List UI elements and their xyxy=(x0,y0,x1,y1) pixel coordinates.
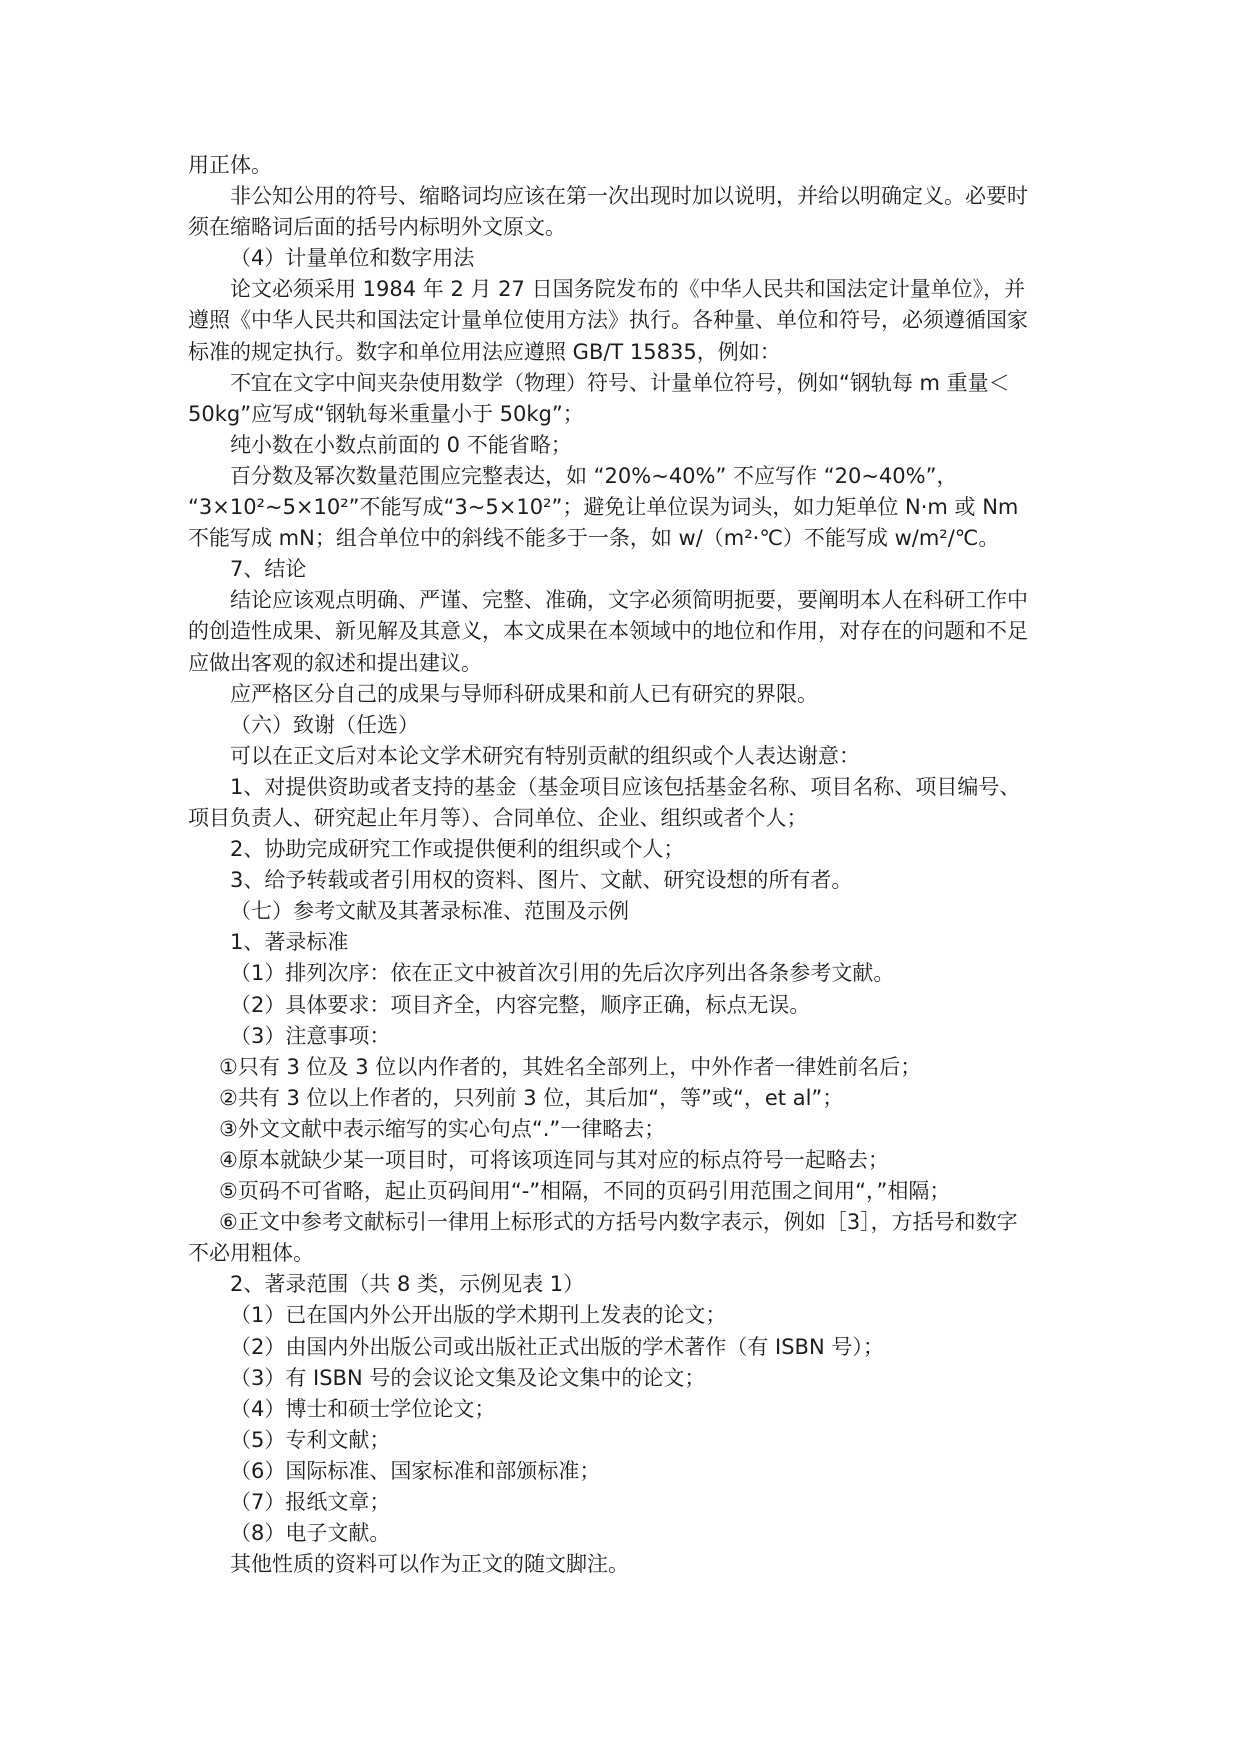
text-line: （8）电子文献。 xyxy=(230,1521,391,1546)
text-line: 1、著录标准 xyxy=(230,930,349,955)
text-line: 不必用粗体。 xyxy=(188,1241,314,1266)
text-line: 2、著录范围（共 8 类，示例见表 1） xyxy=(230,1272,585,1297)
document-body xyxy=(188,150,1056,1580)
text-line: 其他性质的资料可以作为正文的随文脚注。 xyxy=(230,1552,629,1577)
text-line: 50kg”应写成“钢轨每米重量小于 50kg”； xyxy=(188,401,584,426)
text-line: （2）具体要求：项目齐全，内容完整，顺序正确，标点无误。 xyxy=(230,992,811,1017)
text-line: 论文必须采用 1984 年 2 月 27 日国务院发布的《中华人民共和国法定计量单位》，并 xyxy=(230,277,1026,302)
text-line: 2、协助完成研究工作或提供便利的组织或个人； xyxy=(230,837,685,862)
text-line: （2）由国内外出版公司或出版社正式出版的学术著作（有 ISBN 号）； xyxy=(230,1334,884,1359)
text-line: （6）国际标准、国家标准和部颁标准； xyxy=(230,1458,601,1483)
text-line: （4）计量单位和数字用法 xyxy=(230,246,475,271)
text-line: 纯小数在小数点前面的 0 不能省略； xyxy=(230,432,572,457)
text-line: 结论应该观点明确、严谨、完整、准确，文字必须简明扼要，要阐明本人在科研工作中 xyxy=(230,588,1028,613)
text-line: ①只有 3 位及 3 位以内作者的，其姓名全部列上，中外作者一律姓前名后； xyxy=(219,1054,922,1079)
text-line: 用正体。 xyxy=(188,153,272,177)
text-line: 须在缩略词后面的括号内标明外文原文。 xyxy=(188,215,566,240)
text-line: （4）博士和硕士学位论文； xyxy=(230,1396,496,1421)
text-line: （1）已在国内外公开出版的学术期刊上发表的论文； xyxy=(230,1303,727,1328)
text-line: （5）专利文献； xyxy=(230,1427,391,1452)
text-line: （六）致谢（任选） xyxy=(230,712,419,737)
text-line: 不宜在文字中间夹杂使用数学（物理）符号、计量单位符号，例如“钢轨每 m 重量＜ xyxy=(230,370,1010,395)
text-line: 标准的规定执行。数字和单位用法应遵照 GB/T 15835，例如： xyxy=(188,339,781,364)
text-line: 可以在正文后对本论文学术研究有特别贡献的组织或个人表达谢意： xyxy=(230,743,860,768)
text-line: （3）有 ISBN 号的会议论文集及论文集中的论文； xyxy=(230,1365,706,1390)
text-line: 遵照《中华人民共和国法定计量单位使用方法》执行。各种量、单位和符号，必须遵循国家 xyxy=(188,308,1028,333)
text-line: ③外文文献中表示缩写的实心句点“.”一律略去； xyxy=(219,1116,666,1141)
text-line: 不能写成 mN；组合单位中的斜线不能多于一条，如 w/（m²·℃）不能写成 w/m²/℃。 xyxy=(188,526,1000,551)
text-line: （3）注意事项： xyxy=(230,1023,391,1048)
text-line: ⑥正文中参考文献标引一律用上标形式的方括号内数字表示，例如［3］，方括号和数字 xyxy=(219,1210,1018,1235)
text-line: ④原本就缺少某一项目时，可将该项连同与其对应的标点符号一起略去； xyxy=(219,1148,889,1172)
text-line: 百分数及幂次数量范围应完整表达，如 “20%~40%” 不应写作 “20~40%”， xyxy=(230,463,958,488)
text-line: 非公知公用的符号、缩略词均应该在第一次出现时加以说明，并给以明确定义。必要时 xyxy=(230,184,1028,209)
text-line: “3×10²~5×10²”不能写成“3~5×10²”；避免让单位误为词头，如力矩单位 N·m 或 Nm xyxy=(188,495,1019,520)
text-line: ⑤页码不可省略，起止页码间用“-”相隔，不同的页码引用范围之间用“，”相隔； xyxy=(219,1179,951,1204)
text-line: 3、给予转载或者引用权的资料、图片、文献、研究设想的所有者。 xyxy=(230,868,853,893)
text-line: 1、对提供资助或者支持的基金（基金项目应该包括基金名称、项目名称、项目编号、 xyxy=(230,774,1021,799)
text-line: 7、结论 xyxy=(230,557,307,582)
text-line: （7）报纸文章； xyxy=(230,1490,391,1515)
text-line: ②共有 3 位以上作者的，只列前 3 位，其后加“，等”或“，et al”； xyxy=(219,1085,844,1110)
text-line: （1）排列次序：依在正文中被首次引用的先后次序列出各条参考文献。 xyxy=(230,961,895,986)
text-line: 应严格区分自己的成果与导师科研成果和前人已有研究的界限。 xyxy=(230,681,818,706)
text-line: 项目负责人、研究起止年月等）、合同单位、企业、组织或者个人； xyxy=(188,805,808,830)
text-line: （七）参考文献及其著录标准、范围及示例 xyxy=(230,899,629,924)
text-line: 的创造性成果、新见解及其意义，本文成果在本领域中的地位和作用，对存在的问题和不足 xyxy=(188,619,1028,644)
text-line: 应做出客观的叙述和提出建议。 xyxy=(188,650,482,675)
